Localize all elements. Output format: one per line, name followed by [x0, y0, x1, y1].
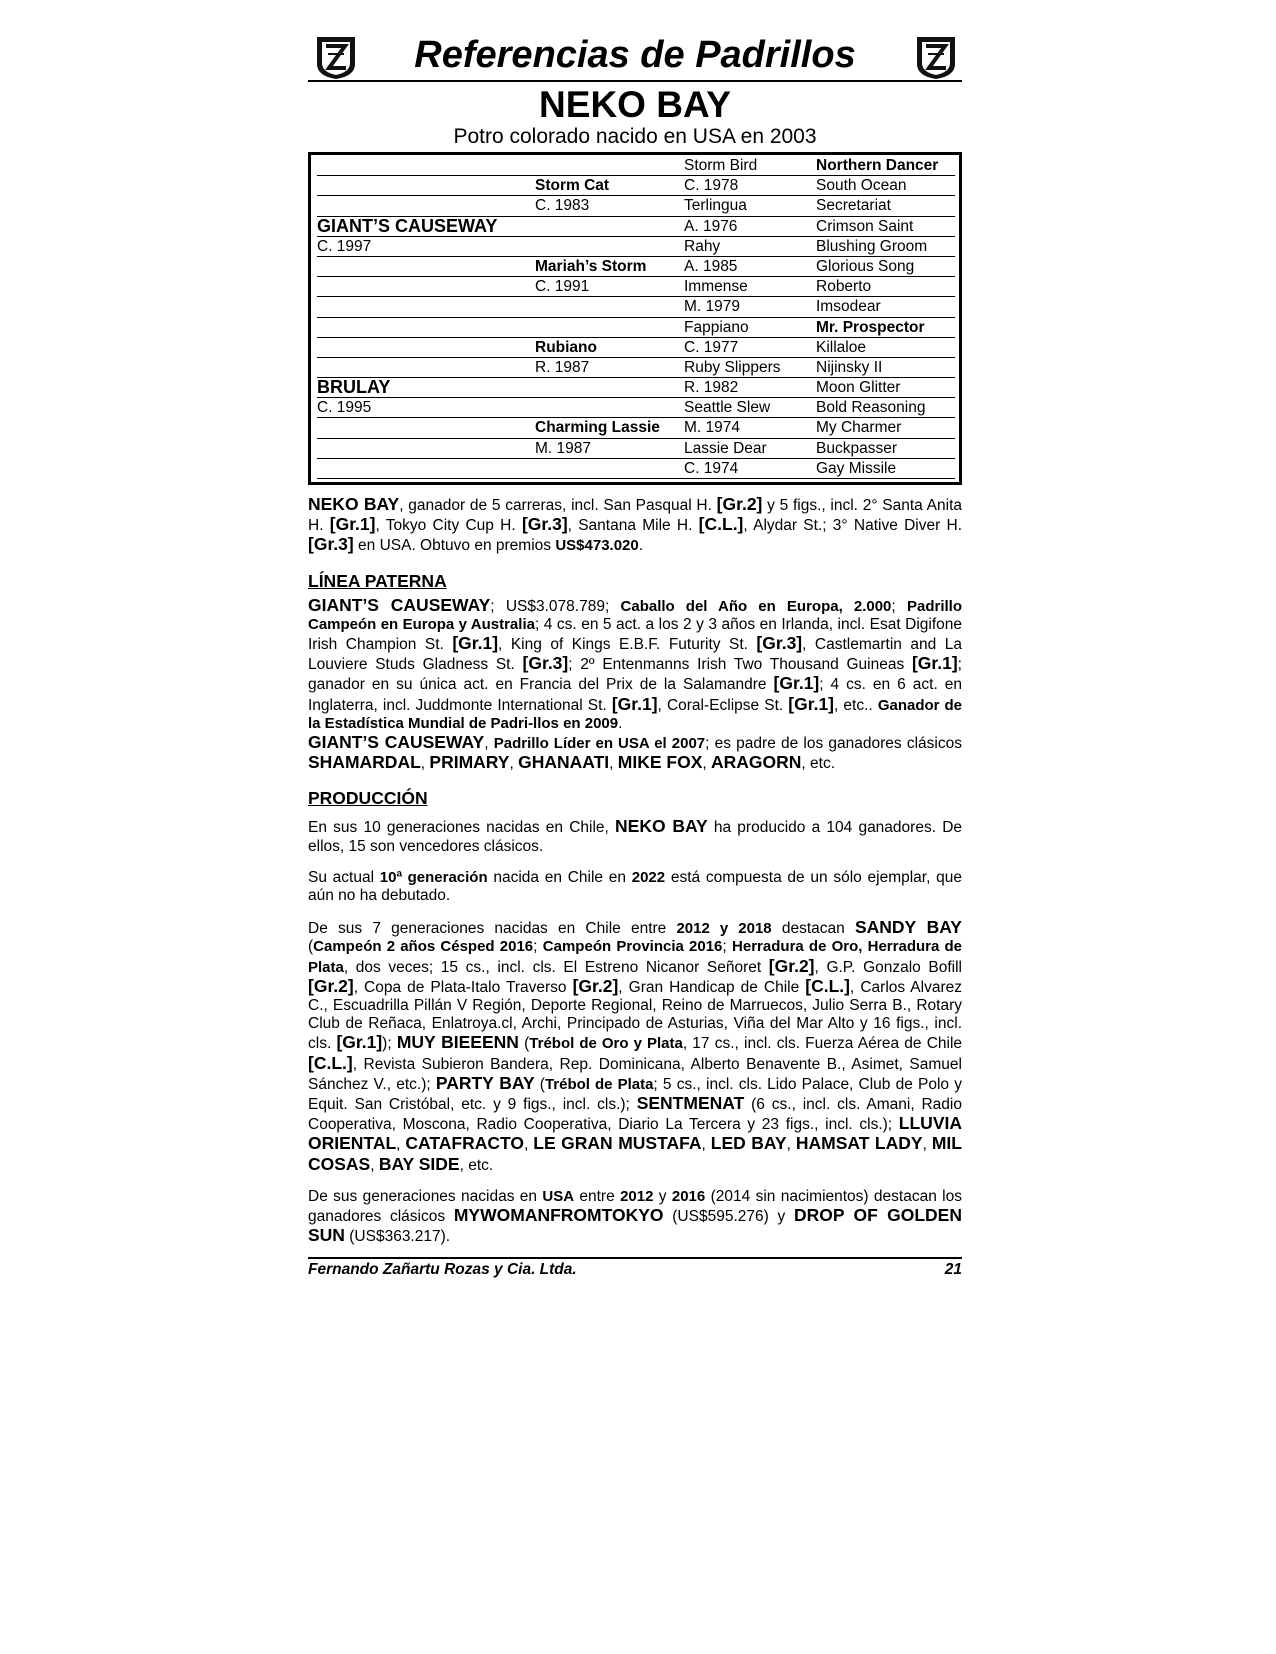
text-segment: Campeón 2 años Césped 2016: [313, 938, 534, 956]
text-segment: Herradura de Oro, Herradura de Plata: [308, 938, 963, 976]
pedigree-cell: Moon Glitter: [816, 379, 901, 397]
text-segment: [C.L.]: [308, 1052, 353, 1073]
text-segment: está compuesta de un sólo ejemplar, que aún no ha debutado.: [308, 868, 962, 905]
text-segment: GIANT’S CAUSEWAY: [308, 732, 485, 753]
text-segment: (US$363.217).: [344, 1228, 451, 1246]
pedigree-cell: C. 1995: [317, 399, 372, 417]
text-segment: (: [308, 938, 314, 956]
text-segment: Padrillo Campeón en Europa y Australia: [308, 597, 962, 633]
produccion-heading: PRODUCCIÓN: [308, 788, 428, 809]
pedigree-row: [317, 156, 955, 176]
produccion-paragraph-3: [308, 918, 962, 1175]
pedigree-cell: C. 1991: [535, 278, 590, 296]
text-segment: , King of Kings E.B.F. Futurity St.: [498, 636, 757, 654]
text-segment: , dos veces; 15 cs., incl. cls. El Estreno Nicanor Señoret: [343, 958, 769, 976]
text-segment: , Santana Mile H.: [567, 517, 699, 535]
text-segment: LED BAY: [710, 1133, 787, 1154]
pedigree-cell: Rubiano: [535, 338, 597, 356]
text-segment: , Castlemartin and La Louviere Studs Gladness St.: [308, 636, 962, 674]
text-segment: 2016: [671, 1187, 706, 1205]
text-segment: De sus generaciones nacidas en: [308, 1187, 543, 1205]
pedigree-cell: Ruby Slippers: [684, 358, 781, 376]
text-segment: y: [653, 1187, 672, 1205]
pedigree-cell: Mariah’s Storm: [535, 257, 647, 275]
pedigree-row: [317, 217, 955, 237]
pedigree-row: [317, 297, 955, 317]
text-segment: SENTMENAT: [636, 1093, 745, 1114]
text-segment: [Gr.1]: [329, 514, 376, 535]
pedigree-cell: Nijinsky II: [816, 358, 883, 376]
text-segment: [Gr.1]: [611, 693, 658, 714]
pedigree-cell: GIANT’S CAUSEWAY: [317, 215, 498, 236]
pedigree-row: [317, 459, 955, 479]
pedigree-cell: R. 1982: [684, 379, 739, 397]
produccion-paragraph-1: [308, 817, 962, 855]
pedigree-cell: C. 1977: [684, 338, 739, 356]
text-segment: ,: [370, 1156, 379, 1174]
text-segment: , etc.: [801, 755, 836, 773]
text-segment: Su actual: [308, 868, 380, 886]
text-segment: ,: [524, 1136, 534, 1154]
text-segment: [Gr.1]: [911, 653, 958, 674]
text-segment: ,: [609, 755, 618, 773]
pedigree-cell: Secretariat: [816, 197, 891, 215]
text-segment: ; US$3.078.789;: [490, 597, 621, 615]
text-segment: (2014 sin nacimientos) destacan los ganadores clásicos: [308, 1187, 962, 1226]
text-segment: USA: [542, 1187, 575, 1205]
page-footer: [308, 1259, 962, 1281]
pedigree-cell: Lassie Dear: [684, 439, 767, 457]
text-segment: ARAGORN: [711, 752, 802, 773]
text-segment: , Copa de Plata-Italo Traverso: [353, 978, 573, 996]
text-segment: Padrillo Líder en USA el 2007: [493, 735, 706, 753]
text-segment: MUY BIEEENN: [396, 1032, 519, 1053]
footer-company: Fernando Zañartu Rozas y Cia. Ltda.: [308, 1260, 577, 1278]
pedigree-cell: Crimson Saint: [816, 217, 914, 235]
text-segment: HAMSAT LADY: [795, 1133, 923, 1154]
intro-paragraph: [308, 495, 962, 556]
horse-name: NEKO BAY: [539, 84, 731, 125]
text-segment: [Gr.1]: [788, 693, 835, 714]
text-segment: , Gran Handicap de Chile: [618, 978, 806, 996]
text-segment: [C.L.]: [698, 514, 744, 535]
pedigree-cell: BRULAY: [317, 377, 391, 398]
text-segment: PRIMARY: [429, 752, 510, 773]
pedigree-row: [317, 318, 955, 338]
text-segment: , Carlos Alvarez C., Escuadrilla Pillán V Región, Deporte Regional, Reino de Marruecos, Julio Serra B., Rotary Club de Reñaca, Enlatroya.cl, Archi, Principado de Asturias, Viña del Mar Alto y 16 figs., incl. cls.: [308, 978, 962, 1053]
text-segment: y 5 figs., incl. 2° Santa Anita H.: [308, 497, 962, 535]
text-segment: ;: [722, 938, 733, 956]
linea-paterna-heading: LÍNEA PATERNA: [308, 570, 447, 591]
text-segment: NEKO BAY: [615, 816, 708, 837]
pedigree-cell: C. 1978: [684, 177, 739, 195]
pedigree-cell: Gay Missile: [816, 459, 897, 477]
text-segment: (6 cs., incl. cls. Amani, Radio Cooperativa, Moscona, Radio Cooperativa, Diario La Tercera y 23 figs., incl. cls.);: [308, 1096, 962, 1134]
text-segment: PARTY BAY: [435, 1072, 535, 1093]
pedigree-cell: A. 1985: [684, 257, 738, 275]
text-segment: en USA. Obtuvo en premios: [353, 537, 556, 555]
pedigree-cell: My Charmer: [816, 419, 902, 437]
pedigree-cell: Rahy: [684, 237, 721, 255]
text-segment: Trébol de Oro y Plata: [529, 1035, 683, 1053]
pedigree-cell: M. 1979: [684, 298, 741, 316]
linea-paterna-paragraph: [308, 596, 962, 733]
text-segment: ,: [702, 755, 711, 773]
text-segment: , Coral-Eclipse St.: [657, 696, 789, 714]
text-segment: Ganador de la Estadística Mundial de Padri-llos en 2009: [308, 696, 962, 732]
pedigree-cell: Storm Bird: [684, 157, 758, 174]
text-segment: [C.L.]: [805, 975, 850, 996]
text-segment: US$473.020: [555, 537, 639, 555]
text-segment: ; 2º Entenmanns Irish Two Thousand Guineas: [568, 656, 912, 674]
document-page: [308, 30, 962, 1281]
text-segment: 2012: [620, 1187, 654, 1205]
text-segment: MIL COSAS: [308, 1133, 962, 1174]
text-segment: GHANAATI: [518, 752, 610, 773]
text-segment: LE GRAN MUSTAFA: [533, 1133, 702, 1154]
pedigree-cell: Buckpasser: [816, 439, 897, 457]
pedigree-cell: Immense: [684, 278, 748, 296]
pedigree-row: [317, 398, 955, 418]
text-segment: ; 4 cs. en 6 act. en Inglaterra, incl. Juddmonte International St.: [308, 676, 962, 714]
text-segment: (: [534, 1075, 545, 1093]
text-segment: [Gr.1]: [773, 673, 820, 694]
text-segment: GIANT’S CAUSEWAY: [308, 594, 491, 615]
text-segment: , 17 cs., incl. cls. Fuerza Aérea de Chile: [682, 1035, 963, 1053]
text-segment: ,: [420, 755, 430, 773]
text-segment: NEKO BAY: [308, 494, 400, 514]
pedigree-cell: M. 1974: [684, 419, 741, 437]
pedigree-cell: R. 1987: [535, 358, 590, 376]
text-segment: ;: [891, 597, 907, 615]
text-segment: ,: [922, 1136, 932, 1154]
pedigree-cell: Fappiano: [684, 318, 749, 336]
text-segment: , etc.: [459, 1156, 494, 1174]
text-segment: 10ª generación: [379, 868, 488, 886]
text-segment: .: [638, 537, 644, 555]
text-segment: ; 4 cs. en 5 act. a los 2 y 3 años en Irlanda, incl. Esat Digifone Irish Champion St.: [308, 615, 962, 654]
pedigree-row: [317, 418, 955, 438]
text-segment: MIKE FOX: [617, 752, 703, 773]
text-segment: DROP OF GOLDEN SUN: [308, 1205, 962, 1246]
pedigree-cell: M. 1987: [535, 439, 592, 457]
text-segment: De sus 7 generaciones nacidas en Chile entre: [308, 920, 677, 938]
header-rule: [308, 80, 962, 82]
pedigree-cell: Charming Lassie: [535, 419, 660, 437]
pedigree-cell: C. 1983: [535, 197, 590, 215]
pedigree-row: [317, 378, 955, 398]
pedigree-cell: Roberto: [816, 278, 872, 296]
text-segment: , Revista Subieron Bandera, Rep. Dominicana, Alberto Benavente B., Asimet, Samuel Sánchez V., etc.);: [308, 1055, 962, 1093]
text-segment: [Gr.2]: [716, 494, 763, 514]
pedigree-cell: Terlingua: [684, 197, 747, 215]
text-segment: , Alydar St.; 3° Native Diver H.: [743, 517, 963, 535]
pedigree-cell: Storm Cat: [535, 177, 610, 195]
pedigree-cell: Bold Reasoning: [816, 399, 926, 417]
text-segment: destacan: [771, 920, 855, 938]
text-segment: Trébol de Plata: [544, 1075, 654, 1093]
text-segment: [Gr.2]: [768, 955, 815, 976]
pedigree-row: [317, 176, 955, 196]
text-segment: ha producido a 104 ganadores. De ellos, 15 son vencedores clásicos.: [308, 819, 963, 855]
text-segment: entre: [574, 1187, 621, 1205]
pedigree-row: [317, 338, 955, 358]
text-segment: ,: [396, 1136, 406, 1154]
pedigree-row: [317, 439, 955, 459]
pedigree-row: [317, 196, 955, 216]
text-segment: ,: [509, 755, 519, 773]
text-segment: 2022: [631, 868, 666, 886]
horse-subtitle: Potro colorado nacido en USA en 2003: [453, 125, 817, 148]
page-header: [308, 30, 962, 82]
text-segment: (US$595.276) y: [663, 1208, 794, 1226]
text-segment: ; es padre de los ganadores clásicos: [705, 735, 962, 753]
header-title: Referencias de Padrillos: [414, 34, 856, 76]
text-segment: MYWOMANFROMTOKYO: [453, 1205, 664, 1226]
pedigree-cell: Glorious Song: [816, 257, 915, 275]
text-segment: .: [618, 714, 623, 732]
text-segment: [Gr.1]: [452, 633, 499, 654]
text-segment: ,: [484, 735, 494, 753]
text-segment: [Gr.3]: [756, 633, 803, 654]
text-segment: (: [518, 1035, 530, 1053]
text-segment: , etc..: [834, 696, 878, 714]
text-segment: nacida en Chile en: [487, 868, 632, 886]
pedigree-cell: Northern Dancer: [816, 157, 939, 174]
text-segment: ; ganador en su única act. en Francia del Prix de la Salamandre: [308, 656, 962, 694]
page-number: 21: [944, 1260, 962, 1278]
text-segment: LLUVIA ORIENTAL: [308, 1113, 962, 1154]
text-segment: [Gr.3]: [522, 653, 569, 674]
pedigree-cell: Seattle Slew: [684, 399, 771, 417]
pedigree-cell: Killaloe: [816, 338, 866, 356]
zanartu-shield-logo: [914, 34, 958, 80]
pedigree-cell: C. 1997: [317, 237, 372, 255]
text-segment: BAY SIDE: [378, 1153, 460, 1174]
produccion-paragraph-4: [308, 1188, 962, 1247]
pedigree-row: [317, 237, 955, 257]
text-segment: [Gr.3]: [521, 514, 568, 535]
text-segment: SANDY BAY: [854, 917, 962, 938]
text-segment: [Gr.1]: [336, 1032, 383, 1053]
linea-paterna-offspring: [308, 733, 962, 773]
text-segment: ; 5 cs., incl. cls. Lido Palace, Club de Polo y Equit. San Cristóbal, etc. y 9 figs., incl. cls.);: [308, 1075, 962, 1114]
produccion-paragraph-2: [308, 869, 962, 905]
pedigree-cell: Blushing Groom: [816, 237, 928, 255]
pedigree-table: [308, 152, 962, 485]
text-segment: );: [382, 1035, 397, 1053]
pedigree-row: [317, 257, 955, 277]
pedigree-row: [317, 358, 955, 378]
text-segment: SHAMARDAL: [308, 752, 421, 773]
text-segment: ,: [786, 1136, 796, 1154]
text-segment: ;: [533, 938, 543, 956]
text-segment: CATAFRACTO: [405, 1133, 525, 1154]
pedigree-cell: Mr. Prospector: [816, 318, 925, 336]
text-segment: Campeón Provincia 2016: [542, 938, 723, 956]
text-segment: En sus 10 generaciones nacidas en Chile,: [308, 819, 616, 837]
pedigree-cell: South Ocean: [816, 177, 907, 195]
text-segment: [Gr.2]: [308, 975, 354, 996]
text-segment: , G.P. Gonzalo Bofill: [814, 958, 963, 976]
text-segment: [Gr.3]: [308, 534, 354, 555]
text-segment: Caballo del Año en Europa, 2.000: [620, 597, 892, 615]
text-segment: [Gr.2]: [572, 975, 619, 996]
text-segment: 2012 y 2018: [676, 920, 772, 938]
pedigree-cell: Imsodear: [816, 298, 881, 316]
text-segment: , Tokyo City Cup H.: [375, 517, 522, 535]
text-segment: ,: [701, 1136, 711, 1154]
pedigree-cell: C. 1974: [684, 459, 739, 477]
text-segment: , ganador de 5 carreras, incl. San Pasqual H.: [399, 497, 717, 514]
pedigree-row: [317, 277, 955, 297]
pedigree-cell: A. 1976: [684, 217, 738, 235]
